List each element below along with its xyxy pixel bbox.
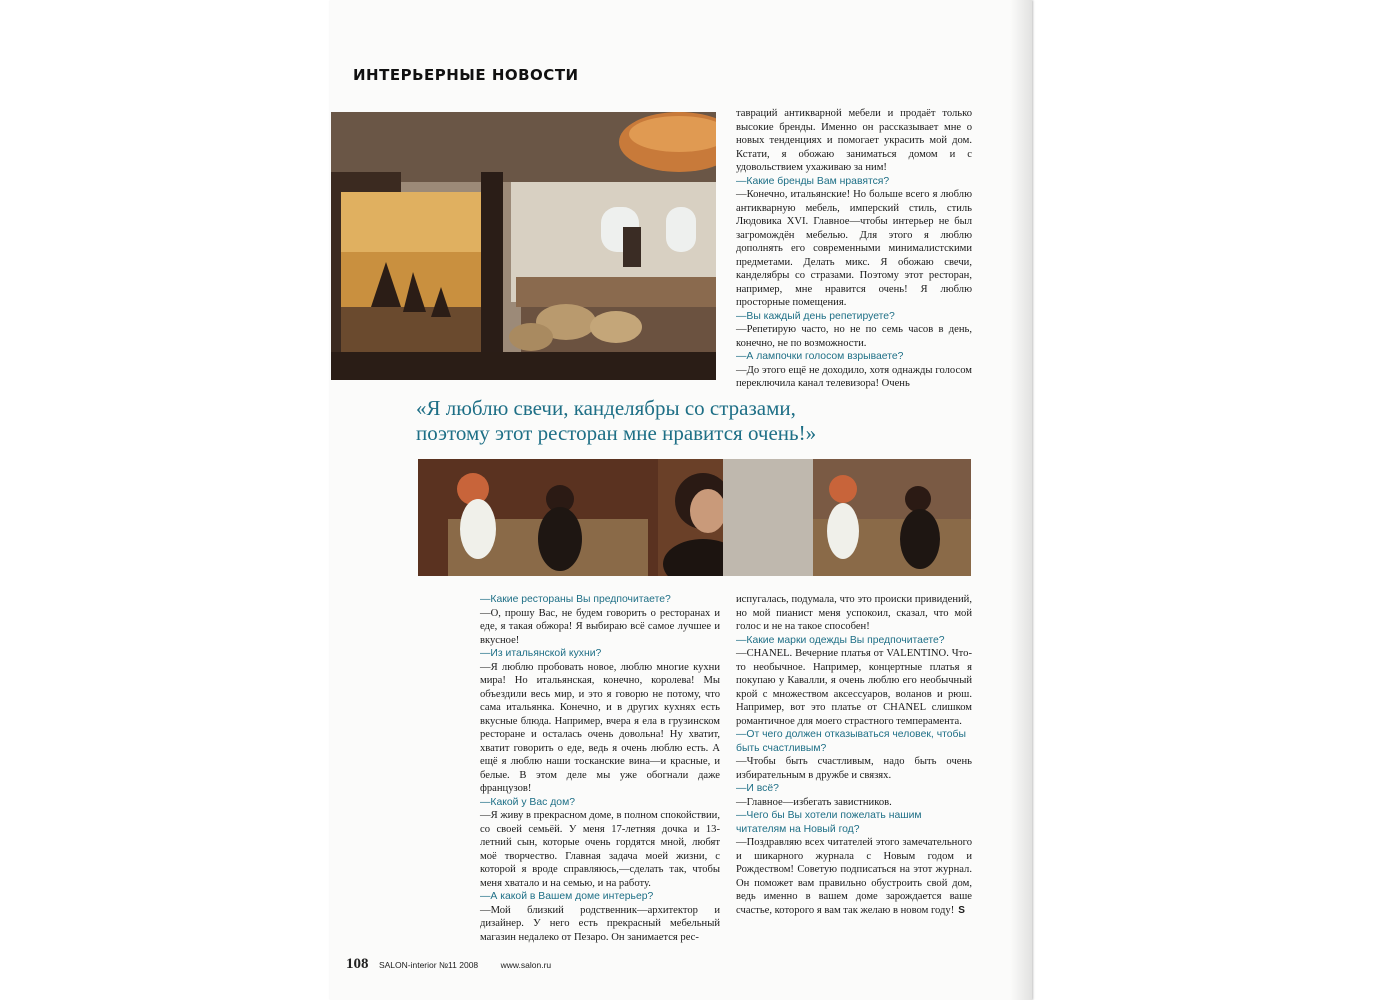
- interview-question: —Какой у Вас дом?: [480, 796, 575, 808]
- article-column-bottom-left: [480, 593, 720, 944]
- article-column-top-right: [736, 107, 972, 391]
- interview-question: —Вы каждый день репетируете?: [736, 310, 895, 322]
- column-text: [736, 836, 972, 917]
- column-text: —CHANEL. Вечерние платья от VALENTINO. Что-то необычное. Например, концертные платья я покупаю у Кавалли, я очень люблю его необычный крой с множеством аксессуаров, воланов и рюш. Например, вот это платье от CHANEL слишком романтичное для моего страстного темперамента.: [736, 648, 972, 727]
- pull-quote-line-1: «Я люблю свечи, канделябры со стразами,: [416, 396, 796, 420]
- website-link[interactable]: www.salon.ru: [500, 960, 552, 970]
- article-column-bottom-right: [736, 593, 972, 917]
- pull-quote-line-2: поэтому этот ресторан мне нравится очень!»: [416, 421, 817, 445]
- final-answer-text: —Поздравляю всех читателей этого замечательного и шикарного журнала с Новым годом и Рождеством! Советую подписаться на этот журнал. Он поможет вам правильно обустроить свой дом, ведь именно в вашем доме зарождается ваше счастье, которого я вам так желаю в новом году!: [736, 837, 972, 916]
- interview-question: —А какой в Вашем доме интерьер?: [480, 891, 654, 902]
- interview-question: —Какие бренды Вам нравятся?: [736, 175, 890, 187]
- interview-question: —А лампочки голосом взрываете?: [736, 351, 904, 362]
- column-text: —Я люблю пробовать новое, люблю многие кухни мира! Но итальянская, конечно, королева! Мы объездили весь мир, и это я говорю не потому, что сама итальянка. Конечно, и в других кухнях есть вкусные блюда. Например, вчера я ела в грузинском ресторане и осталась очень довольна! Ну хватит, хватит говорить о еде, ведь я очень люблю есть. А ещё я люблю наши тосканские вина—и красные, и белые. В этом деле мы уже обогнали даже французов!: [480, 661, 720, 794]
- page-number: 108: [346, 956, 369, 972]
- column-text: —До этого ещё не доходило, хотя однажды голосом переключила канал телевизора! Очень: [736, 364, 972, 389]
- column-text: тавраций антикварной мебели и продаёт только высокие бренды. Именно он рассказывает мне о новых тенденциях и помогает украсить мой дом. Кстати, я обожаю заниматься домом и с удовольствием ухаживаю за ним!: [736, 108, 972, 173]
- interview-question: —И всё?: [736, 783, 779, 794]
- restaurant-interior-photo: [331, 112, 716, 380]
- column-text: —Конечно, итальянские! Но больше всего я люблю антикварную мебель, имперский стиль, стиль Людовика XVI. Главное—чтобы интерьер не был загромождён мебелью. Для этого я люблю дополнять его современными минималистскими предметами. Делать микс. Я обожаю свечи, канделябры со стразами. Поэтому этот ресторан, например, мне нравится очень! Я люблю просторные помещения.: [736, 189, 972, 308]
- interview-photo-strip: [418, 459, 971, 576]
- column-text: —Я живу в прекрасном доме, в полном спокойствии, со своей семьёй. У меня 17-летняя дочка и 13-летний сын, которые очень гордятся мной, любят моё творчество. Главная задача моей жизни, с которой я вроде справляюсь,—сделать так, чтобы меня хватало и на семью, и на работу.: [480, 810, 720, 889]
- interview-question: —От чего должен отказываться человек, чтобы быть счастливым?: [736, 729, 966, 754]
- column-text: —Репетирую часто, но не по семь часов в день, конечно, не по возможности.: [736, 324, 972, 349]
- page-edge-shadow: [1010, 0, 1032, 1000]
- column-text: испугалась, подумала, что это происки привидений, но мой пианист меня успокоил, сказал, что мой голос и не на такое способен!: [736, 594, 972, 632]
- column-text: —О, прошу Вас, не будем говорить о ресторанах и еде, я такая обжора! Я выбираю всё самое лучшее и вкусное!: [480, 607, 720, 646]
- magazine-issue: SALON-interior №11 2008: [378, 960, 479, 970]
- interview-question: —Какие рестораны Вы предпочитаете?: [480, 594, 671, 605]
- section-title: ИНТЕРЬЕРНЫЕ НОВОСТИ: [353, 66, 579, 84]
- interview-question: —Чего бы Вы хотели пожелать нашим читателям на Новый год?: [736, 810, 922, 835]
- pull-quote: [416, 396, 976, 446]
- page-footer: [346, 955, 551, 973]
- interview-question: —Какие марки одежды Вы предпочитаете?: [736, 634, 945, 646]
- column-text: —Главное—избегать завистников.: [736, 796, 892, 808]
- column-text: —Мой близкий родственник—архитектор и дизайнер. У него есть прекрасный мебельный магазин недалеко от Пезаро. Он занимается рес-: [480, 904, 720, 943]
- column-text: —Чтобы быть счастливым, надо быть очень избирательным в дружбе и связях.: [736, 756, 972, 781]
- end-mark: S: [958, 904, 965, 916]
- interview-question: —Из итальянской кухни?: [480, 648, 602, 659]
